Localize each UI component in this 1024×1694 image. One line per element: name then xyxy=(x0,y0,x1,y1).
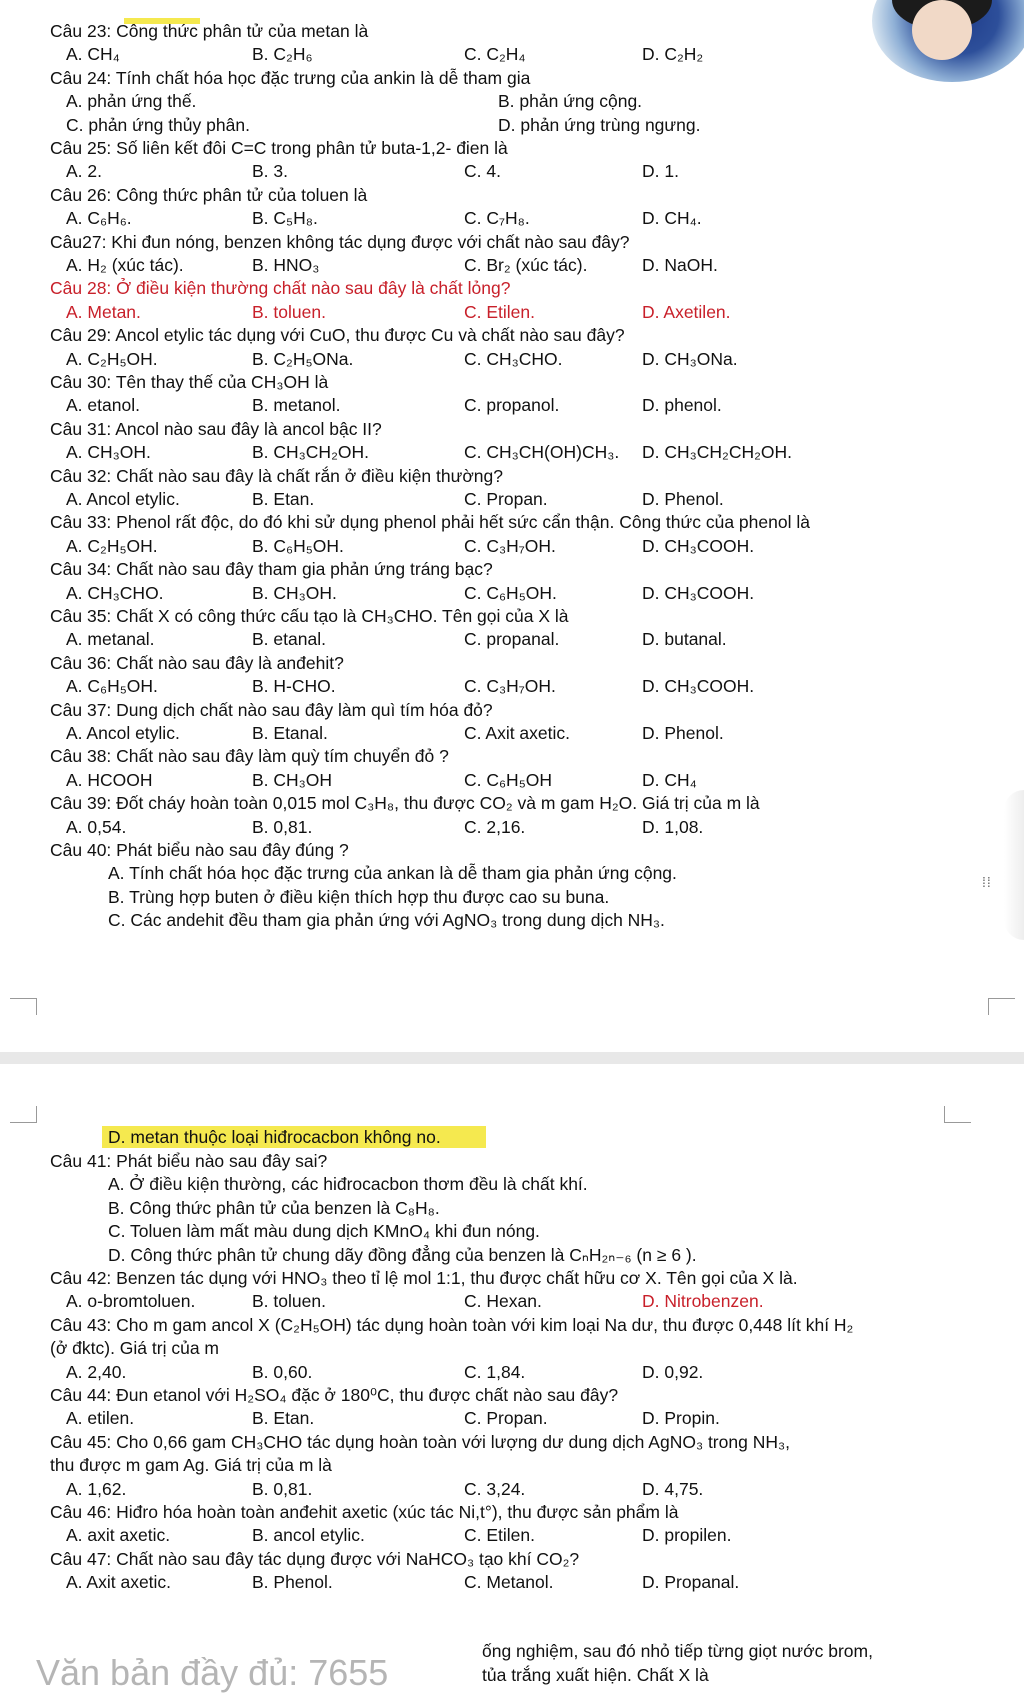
options-row xyxy=(66,675,966,697)
question-text: Câu 30: Tên thay thế của CH₃OH là xyxy=(50,372,329,392)
option: B. toluen. xyxy=(252,301,326,322)
option: D. Axetilen. xyxy=(642,301,731,322)
option: D. 0,92. xyxy=(642,1361,704,1382)
option: C. Axit axetic. xyxy=(464,723,571,743)
question-text: (ở đktc). Giá trị của m xyxy=(50,1338,220,1359)
option: A. o-bromtoluen. xyxy=(66,1291,196,1312)
option: C. 2,16. xyxy=(464,816,526,837)
option: D. propilen. xyxy=(642,1525,732,1546)
scroll-handle[interactable] xyxy=(1004,790,1024,940)
option: A. Ancol etylic. xyxy=(66,489,180,509)
avatar xyxy=(872,0,1024,82)
option: B. C₅H₈. xyxy=(252,208,318,229)
question-text: Câu 36: Chất nào sau đây là anđehit? xyxy=(50,652,344,673)
statement: B. Trùng hợp buten ở điều kiện thích hợp thu được cao su buna. xyxy=(108,886,610,907)
option: D. phenol. xyxy=(642,395,722,416)
options-row xyxy=(66,535,966,557)
question-text: Câu 34: Chất nào sau đây tham gia phản ứng tráng bạc? xyxy=(50,559,493,580)
option: A. 2,40. xyxy=(66,1361,127,1382)
option: B. Etanal. xyxy=(252,723,328,743)
options-row xyxy=(66,1361,966,1383)
option: B. C₂H₆ xyxy=(252,44,313,65)
option: D. CH₄. xyxy=(642,208,702,229)
option: D. Phenol. xyxy=(642,489,724,509)
options-row xyxy=(66,254,966,276)
option: C. 1,84. xyxy=(464,1361,526,1382)
option: D. Propin. xyxy=(642,1408,720,1429)
options-row xyxy=(66,348,966,370)
option: C. 4. xyxy=(464,161,501,182)
option: B. H-CHO. xyxy=(252,676,336,697)
option: A. CH₃OH. xyxy=(66,442,151,463)
question-text: Câu 37: Dung dịch chất nào sau đây làm quì tím hóa đỏ? xyxy=(50,699,493,720)
option: D. butanal. xyxy=(642,629,727,650)
option: B. Phenol. xyxy=(252,1572,333,1593)
option: A. axit axetic. xyxy=(66,1525,171,1546)
option: B. Etan. xyxy=(252,489,315,509)
question-text: thu được m gam Ag. Giá trị của m là xyxy=(50,1455,332,1476)
options-row xyxy=(66,628,966,650)
question-text: Câu 33: Phenol rất độc, do đó khi sử dụng phenol phải hết sức cẩn thận. Công thức của phenol là xyxy=(50,512,810,533)
question-text: Câu 43: Cho m gam ancol X (C₂H₅OH) tác dụng hoàn toàn với kim loại Na dư, thu được 0,448 lít khí H₂ xyxy=(50,1314,854,1335)
option: B. CH₃CH₂OH. xyxy=(252,442,369,463)
option: C. propanal. xyxy=(464,629,560,650)
option: B. 3. xyxy=(252,161,288,182)
question-text: Câu 39: Đốt cháy hoàn toàn 0,015 mol C₃H₈, thu được CO₂ và m gam H₂O. Giá trị của m là xyxy=(50,793,760,814)
option: D. Phenol. xyxy=(642,723,724,743)
option: C. Etilen. xyxy=(464,1525,535,1546)
option: C. 3,24. xyxy=(464,1478,526,1499)
option: B. C₂H₅ONa. xyxy=(252,348,354,369)
option: A. 2. xyxy=(66,161,102,182)
options-row xyxy=(66,394,966,416)
statement: A. Ở điều kiện thường, các hiđrocacbon thơm đều là chất khí. xyxy=(108,1174,588,1195)
option: C. phản ứng thủy phân. xyxy=(66,114,250,135)
statement: A. Tính chất hóa học đặc trưng của ankan là dễ tham gia phản ứng cộng. xyxy=(108,863,677,884)
option: A. Metan. xyxy=(66,301,141,322)
option: D. 1. xyxy=(642,161,679,182)
option: C. Propan. xyxy=(464,489,548,509)
option: D. CH₃ONa. xyxy=(642,348,738,369)
question-text: Câu 44: Đun etanol với H₂SO₄ đặc ở 180⁰C, thu được chất nào sau đây? xyxy=(50,1385,619,1405)
options-row xyxy=(66,816,966,838)
question-text: Câu 32: Chất nào sau đây là chất rắn ở điều kiện thường? xyxy=(50,465,504,486)
options-row xyxy=(66,1478,966,1500)
question-text: Câu 24: Tính chất hóa học đặc trưng của ankin là dễ tham gia xyxy=(50,67,531,88)
question-text: Câu 31: Ancol nào sau đây là ancol bậc II? xyxy=(50,418,382,439)
option: B. 0,81. xyxy=(252,1478,313,1499)
question-text: Câu 46: Hiđro hóa hoàn toàn anđehit axetic (xúc tác Ni,t°), thu được sản phẩm là xyxy=(50,1502,679,1522)
option: A. etilen. xyxy=(66,1408,135,1429)
question-text: Câu 38: Chất nào sau đây làm quỳ tím chuyển đỏ ? xyxy=(50,746,449,767)
option: A. CH₃CHO. xyxy=(66,582,164,603)
option: B. metanol. xyxy=(252,395,341,416)
option: D. Nitrobenzen. xyxy=(642,1291,764,1312)
option: D. C₂H₂ xyxy=(642,44,704,65)
option: C. C₃H₇OH. xyxy=(464,676,556,697)
answer-highlight: D. metan thuộc loại hiđrocacbon không no. xyxy=(108,1127,441,1147)
option: B. ancol etylic. xyxy=(252,1525,365,1546)
option: C. Hexan. xyxy=(464,1291,542,1312)
option: C. Metanol. xyxy=(464,1572,554,1593)
options-row xyxy=(66,43,966,65)
statement: D. Công thức phân tử chung dãy đồng đẳng của benzen là CₙH₂ₙ₋₆ (n ≥ 6 ). xyxy=(108,1244,697,1265)
corner-bracket xyxy=(944,1106,971,1123)
option: B. 0,60. xyxy=(252,1361,313,1382)
statement: B. Công thức phân tử của benzen là C₈H₈. xyxy=(108,1197,440,1218)
options-row xyxy=(66,488,966,510)
option: B. CH₃OH. xyxy=(252,582,337,603)
option: D. CH₃CH₂CH₂OH. xyxy=(642,442,793,463)
option: A. HCOOH xyxy=(66,769,153,790)
option: C. C₂H₄ xyxy=(464,44,526,65)
options-row xyxy=(66,441,966,463)
question-text: Câu 45: Cho 0,66 gam CH₃CHO tác dụng hoàn toàn với lượng dư dung dịch AgNO₃ trong NH₃, xyxy=(50,1431,790,1452)
option: A. H₂ (xúc tác). xyxy=(66,255,184,275)
option: D. NaOH. xyxy=(642,255,718,275)
question-text: Câu 23: Công thức phân tử của metan là xyxy=(50,21,369,41)
corner-bracket xyxy=(988,998,1015,1015)
option: B. phản ứng cộng. xyxy=(498,91,643,112)
option: B. Etan. xyxy=(252,1408,315,1429)
option: D. CH₃COOH. xyxy=(642,676,755,697)
option: D. CH₄ xyxy=(642,769,697,790)
option: D. 4,75. xyxy=(642,1478,704,1499)
options-row xyxy=(66,1407,966,1429)
options-row xyxy=(66,301,966,323)
option: B. HNO₃ xyxy=(252,255,320,275)
options-row xyxy=(66,114,966,136)
option: C. CH₃CHO. xyxy=(464,348,563,369)
option: A. C₆H₅OH. xyxy=(66,676,158,697)
footer-line: ống nghiệm, sau đó nhỏ tiếp từng giọt nước brom, xyxy=(482,1641,873,1661)
option: D. Propanal. xyxy=(642,1572,740,1593)
options-row xyxy=(66,207,966,229)
corner-bracket xyxy=(10,998,37,1015)
question-text: Câu 25: Số liên kết đôi C=C trong phân tử buta-1,2- đien là xyxy=(50,138,508,158)
option: A. 0,54. xyxy=(66,816,127,837)
footer-line: tủa trắng xuất hiện. Chất X là xyxy=(482,1665,709,1685)
option: A. phản ứng thế. xyxy=(66,91,197,112)
options-row xyxy=(66,1524,966,1546)
option: C. propanol. xyxy=(464,395,560,416)
question-text: Câu27: Khi đun nóng, benzen không tác dụng được với chất nào sau đây? xyxy=(50,231,630,252)
option: D. phản ứng trùng ngưng. xyxy=(498,114,701,135)
option: A. C₆H₆. xyxy=(66,208,132,229)
option: D. 1,08. xyxy=(642,816,704,837)
option: A. 1,62. xyxy=(66,1478,127,1499)
option: A. metanal. xyxy=(66,629,155,650)
option: A. Ancol etylic. xyxy=(66,723,180,743)
option: A. etanol. xyxy=(66,395,140,416)
corner-bracket xyxy=(10,1106,37,1123)
question-text: Câu 41: Phát biểu nào sau đây sai? xyxy=(50,1151,328,1171)
question-text: Câu 42: Benzen tác dụng với HNO₃ theo tỉ lệ mol 1:1, thu được chất hữu cơ X. Tên gọi của X là. xyxy=(50,1268,798,1288)
option: C. C₆H₅OH. xyxy=(464,582,557,603)
question-text: Câu 29: Ancol etylic tác dụng với CuO, thu được Cu và chất nào sau đây? xyxy=(50,325,625,346)
option: C. C₃H₇OH. xyxy=(464,535,556,556)
statement: C. Toluen làm mất màu dung dịch KMnO₄ khi đun nóng. xyxy=(108,1221,540,1242)
option: B. toluen. xyxy=(252,1291,326,1312)
question-text: Câu 28: Ở điều kiện thường chất nào sau đây là chất lỏng? xyxy=(50,278,511,299)
question-text: Câu 26: Công thức phân tử của toluen là xyxy=(50,184,368,205)
options-row xyxy=(66,582,966,604)
statement: C. Các andehit đều tham gia phản ứng với AgNO₃ trong dung dịch NH₃. xyxy=(108,910,665,931)
option: B. etanal. xyxy=(252,629,326,650)
options-row xyxy=(66,90,966,112)
options-row xyxy=(66,769,966,791)
option: D. CH₃COOH. xyxy=(642,535,755,556)
option: D. CH₃COOH. xyxy=(642,582,755,603)
option: C. Br₂ (xúc tác). xyxy=(464,255,588,275)
option: A. CH₄ xyxy=(66,44,120,65)
option: C. Etilen. xyxy=(464,301,535,322)
option: A. C₂H₅OH. xyxy=(66,348,158,369)
question-text: Câu 40: Phát biểu nào sau đây đúng ? xyxy=(50,840,349,860)
options-row xyxy=(66,1571,966,1593)
options-row xyxy=(66,1290,966,1312)
option: C. C₇H₈. xyxy=(464,208,530,229)
drag-handle-icon[interactable]: ⁞⁞ xyxy=(982,874,992,890)
page-divider xyxy=(0,1052,1024,1064)
option: A. C₂H₅OH. xyxy=(66,535,158,556)
options-row xyxy=(66,722,966,744)
watermark: Văn bản đầy đủ: 7655 xyxy=(36,1652,389,1693)
options-row xyxy=(66,160,966,182)
question-text: Câu 35: Chất X có công thức cấu tạo là CH₃CHO. Tên gọi của X là xyxy=(50,606,569,626)
question-text: Câu 47: Chất nào sau đây tác dụng được với NaHCO₃ tạo khí CO₂? xyxy=(50,1548,580,1569)
option: B. CH₃OH xyxy=(252,769,333,790)
option: B. C₆H₅OH. xyxy=(252,535,344,556)
option: C. Propan. xyxy=(464,1408,548,1429)
option: A. Axit axetic. xyxy=(66,1572,172,1593)
option: B. 0,81. xyxy=(252,816,313,837)
option: C. C₆H₅OH xyxy=(464,769,552,790)
option: C. CH₃CH(OH)CH₃. xyxy=(464,442,620,463)
